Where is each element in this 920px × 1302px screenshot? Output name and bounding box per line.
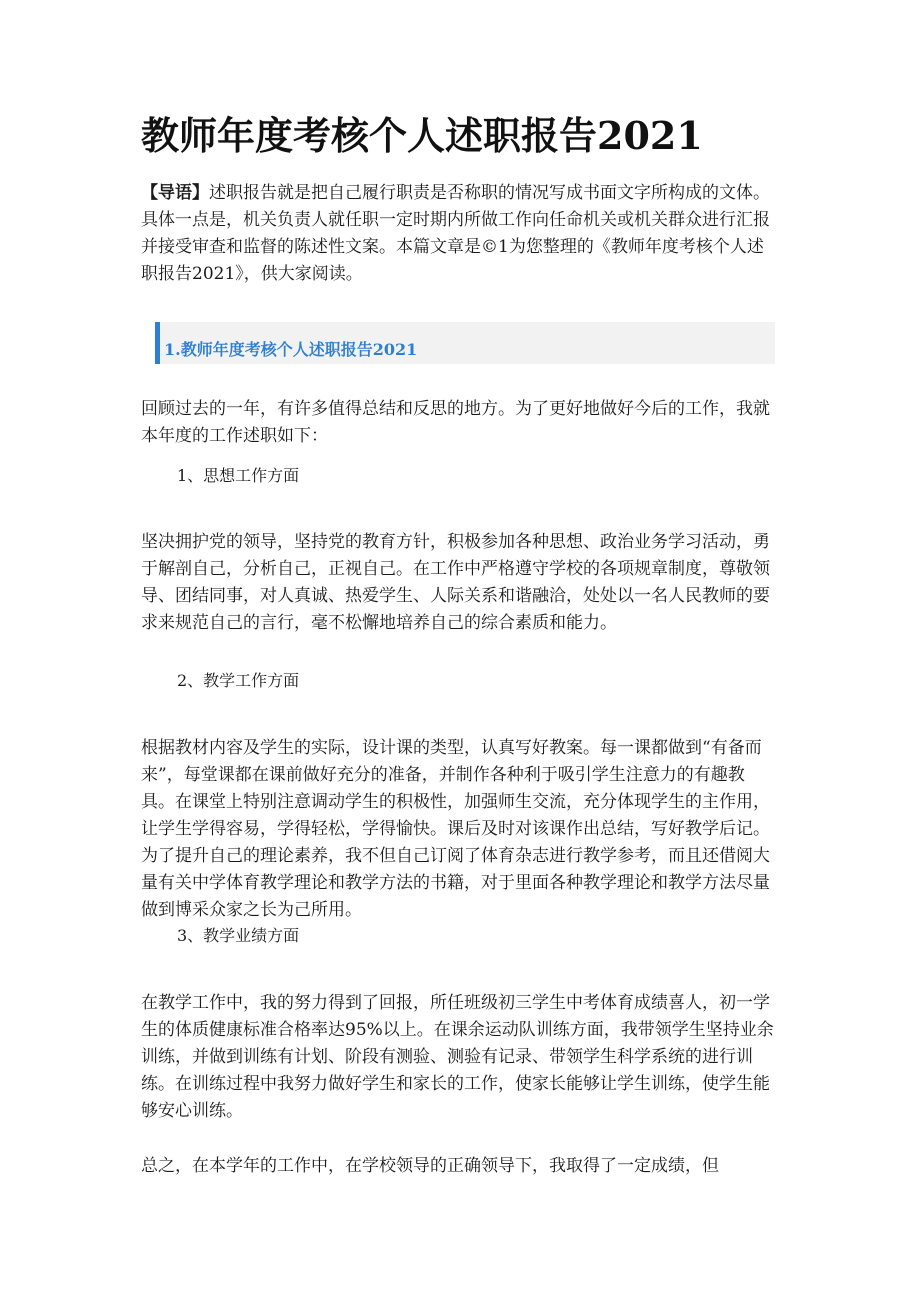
paragraph-performance: 在教学工作中，我的努力得到了回报，所任班级初三学生中考体育成绩喜人，初一学生的体质健康标准合格率达95%以上。在课余运动队训练方面，我带领学生坚持业余训练，并做到训练有计划、阶段有测验、测验有记录、带领学生科学系统的进行训练。在训练过程中我努力做好学生和家长的工作，使家长能够让学生训练，使学生能够安心训练。 (141, 993, 774, 1121)
section-heading: 1.教师年度考核个人述职报告2021 (164, 340, 418, 359)
document-title: 教师年度考核个人述职报告2021 (141, 113, 703, 158)
intro-label: 【导语】 (141, 183, 209, 203)
subheading-teaching: 2、教学工作方面 (177, 671, 300, 690)
paragraph-ideology: 坚决拥护党的领导，坚持党的教育方针，积极参加各种思想、政治业务学习活动，勇于解剖自己，分析自己，正视自己。在工作中严格遵守学校的各项规章制度，尊敬领导、团结同事，对人真诚、热爱学生、人际关系和谐融洽，处处以一名人民教师的要求来规范自己的言行，毫不松懈地培养自己的综合素质和能力。 (141, 532, 770, 633)
intro-text: 述职报告就是把自己履行职责是否称职的情况写成书面文字所构成的文体。具体一点是，机关负责人就任职一定时期内所做工作向任命机关或机关群众进行汇报并接受审查和监督的陈述性文案。本篇文章是©1为您整理的《教师年度考核个人述职报告2021》，供大家阅读。 (141, 183, 770, 284)
paragraph-review: 回顾过去的一年，有许多值得总结和反思的地方。为了更好地做好今后的工作，我就本年度的工作述职如下： (141, 399, 770, 446)
subheading-performance: 3、教学业绩方面 (177, 926, 300, 945)
section-heading-bar (155, 322, 775, 364)
intro-paragraph (141, 180, 776, 288)
section-accent-bar (155, 322, 160, 364)
paragraph-conclusion: 总之，在本学年的工作中，在学校领导的正确领导下，我取得了一定成绩，但 (141, 1156, 719, 1176)
subheading-ideology: 1、思想工作方面 (177, 466, 300, 485)
paragraph-teaching: 根据教材内容及学生的实际，设计课的类型，认真写好教案。每一课都做到“有备而来”，每堂课都在课前做好充分的准备，并制作各种利于吸引学生注意力的有趣教具。在课堂上特别注意调动学生的积极性，加强师生交流，充分体现学生的主作用，让学生学得容易，学得轻松，学得愉快。课后及时对该课作出总结，写好教学后记。为了提升自己的理论素养，我不但自己订阅了体育杂志进行教学参考，而且还借阅大量有关中学体育教学理论和教学方法的书籍，对于里面各种教学理论和教学方法尽量做到博采众家之长为己所用。 (141, 738, 770, 920)
